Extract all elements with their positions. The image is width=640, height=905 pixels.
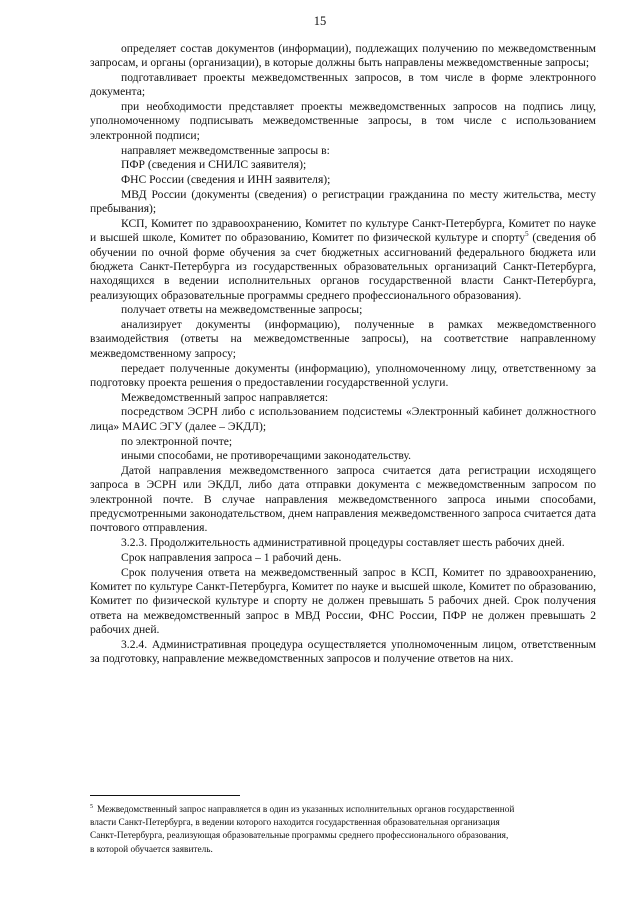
paragraph: определяет состав документов (информации), подлежащих получению по межведомственным запросам, и органы (организации), в которые должны быть направлены межведомственные запросы; — [90, 42, 596, 70]
footnote — [90, 804, 596, 857]
footnote-mark: 5 — [90, 804, 93, 810]
footnote-reference: 5 — [525, 230, 529, 239]
paragraph: при необходимости представляет проекты межведомственных запросов на подпись лицу, уполномоченному подписывать межведомственные запросы, в том числе с использованием электронной подписи; — [90, 100, 596, 142]
paragraph: ПФР (сведения и СНИЛС заявителя); — [121, 158, 307, 172]
paragraph-text-part: КСП, Комитет по здравоохранению, Комитет по культуре Санкт-Петербурга, Комитет по науке и высшей школе, Комитет по образованию, Комитет по физической культуре и спорту — [90, 217, 596, 245]
paragraph-text-part: (сведения об обучении по очной форме обучения за счет бюджетных ассигнований федерального бюджета или бюджета Санкт-Петербурга из государственных образовательных организаций Санкт-Петербурга, находящихся в ведении исполнительных органов государственной власти Санкт-Петербурга, реализующих образовательные программы среднего профессионального образования). — [90, 231, 596, 302]
footnote-text: Межведомственный запрос направляется в один из указанных исполнительных органов государственной — [97, 805, 515, 815]
paragraph-with-footnote-ref — [90, 217, 596, 303]
paragraph: Датой направления межведомственного запроса считается дата регистрации исходящего запроса в ЭСРН или ЭКДЛ, либо дата отправки документа с межведомственным запросом по электронной почте. В случае направления межведомственного запроса иными способами, предусмотренными законодательством, днем направления межведомственного запроса считается дата почтового отправления. — [90, 464, 596, 535]
paragraph: Срок направления запроса – 1 рабочий день. — [121, 550, 342, 564]
paragraph: получает ответы на межведомственные запросы; — [121, 303, 363, 317]
footnote-line: в которой обучается заявитель. — [90, 844, 213, 855]
page-number: 15 — [313, 14, 327, 28]
paragraph: ФНС России (сведения и ИНН заявителя); — [121, 173, 331, 187]
paragraph: 3.2.4. Административная процедура осуществляется уполномоченным лицом, ответственным за подготовку, направление межведомственных запросов и получение ответов на них. — [90, 637, 596, 665]
footnote-line — [90, 804, 596, 817]
paragraph: Межведомственный запрос направляется: — [121, 390, 329, 404]
paragraph: посредством ЭСРН либо с использованием подсистемы «Электронный кабинет должностного лица» МАИС ЭГУ (далее – ЭКДЛ); — [90, 405, 596, 433]
footnote-line: Санкт-Петербурга, реализующая образовательные программы среднего профессионального образования, — [90, 831, 509, 842]
document-body — [90, 42, 596, 667]
footnote-separator — [90, 795, 240, 796]
footnote-line: власти Санкт-Петербурга, в ведении которого находится государственная образовательная организация — [90, 818, 500, 829]
paragraph: анализирует документы (информацию), полученные в рамках межведомственного взаимодействия (ответы на межведомственные запросы), на соответствие направленному межведомственному запросу; — [90, 318, 596, 360]
paragraph: передает полученные документы (информацию), уполномоченному лицу, ответственному за подготовку проекта решения о предоставлении государственной услуги. — [90, 361, 596, 389]
paragraph: иными способами, не противоречащими законодательству. — [121, 449, 412, 463]
paragraph: МВД России (документы (сведения) о регистрации гражданина по месту жительства, месту пребывания); — [90, 187, 596, 216]
paragraph: Срок получения ответа на межведомственный запрос в КСП, Комитет по здравоохранению, Комитет по культуре Санкт-Петербурга, Комитет по науке и высшей школе, Комитет по образованию, Комитет по физической культуре и спорту не должен превышать 5 рабочих дней. Срок получения ответа на межведомственный запрос в МВД России, ФНС России, ПФР не должен превышать 2 рабочих дней. — [90, 565, 596, 636]
paragraph: направляет межведомственные запросы в: — [121, 143, 330, 157]
paragraph: по электронной почте; — [121, 434, 233, 448]
paragraph: подготавливает проекты межведомственных запросов, в том числе в форме электронного документа; — [90, 71, 596, 99]
paragraph: 3.2.3. Продолжительность административной процедуры составляет шесть рабочих дней. — [121, 536, 565, 550]
